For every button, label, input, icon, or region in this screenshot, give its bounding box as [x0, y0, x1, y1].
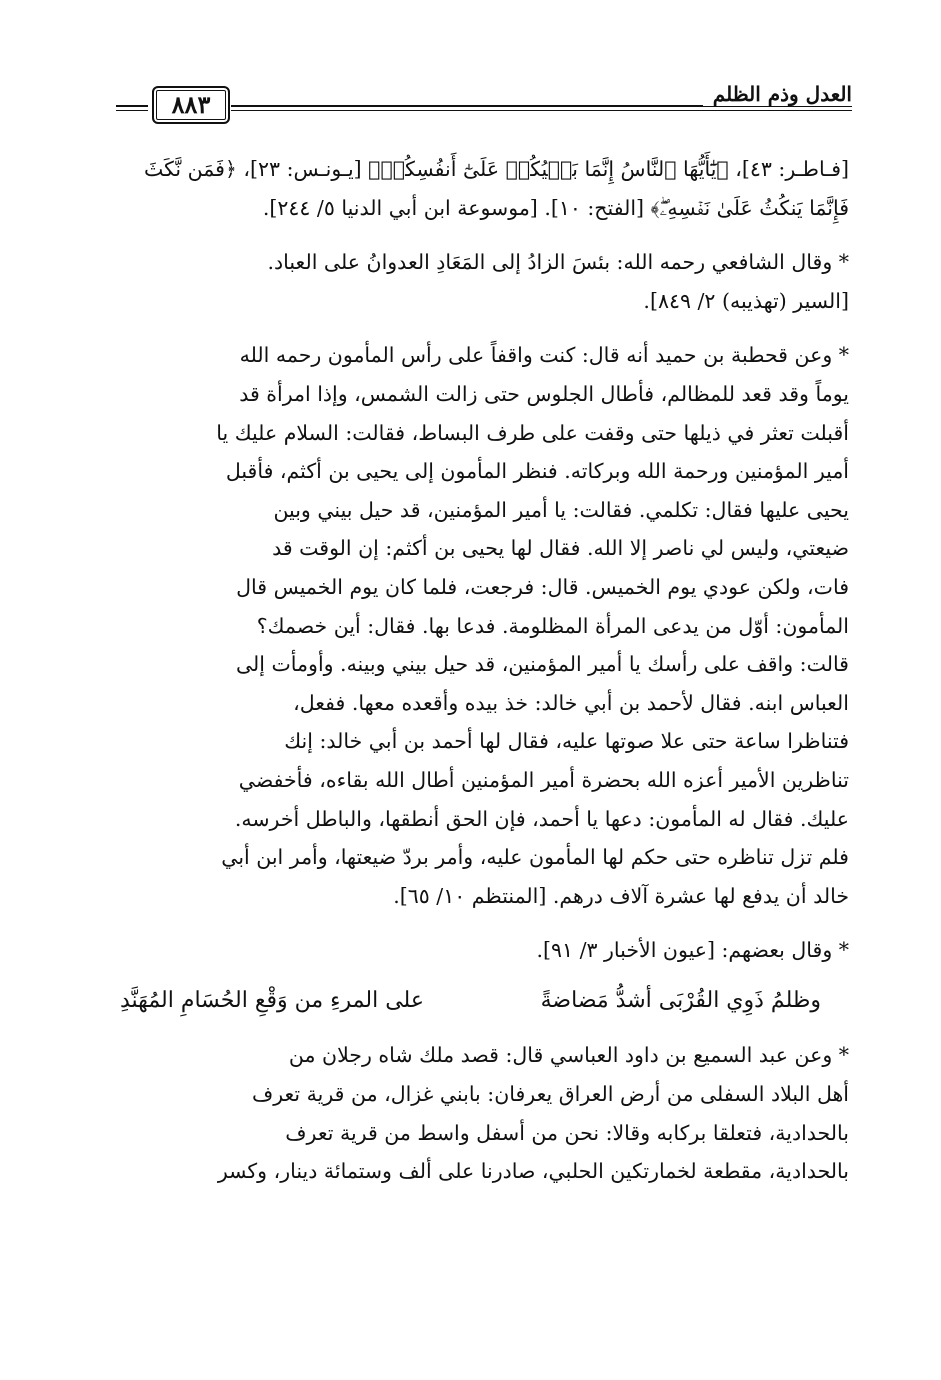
- page-header: [116, 78, 852, 122]
- paragraph-shafii: [92, 243, 849, 320]
- text-line: أمير المؤمنين ورحمة الله وبركاته. فنظر المأمون إلى يحيى بن أكثم، فأقبل: [225, 459, 849, 484]
- text-line: فلم تزل تناظره حتى حكم لها المأمون عليه، وأمر بردّ ضيعتها، وأمر ابن أبي: [221, 845, 849, 870]
- text-line: ضيعتي، وليس لي ناصر إلا الله. فقال لها يحيى بن أكثم: إن الوقت قد: [272, 536, 849, 561]
- verse-first-hemistich: وظلمُ ذَوِي القُرْبَى أشدُّ مَضاضةً: [540, 987, 821, 1013]
- text-line: فتناظرا ساعة حتى علا صوتها عليه، فقال لها أحمد بن أبي خالد: إنك: [284, 729, 849, 754]
- text-line: العباس ابنه. فقال لأحمد بن أبي خالد: خذ بيده وأقعده معها. ففعل،: [293, 690, 849, 715]
- text-line: المأمون: أوّل من يدعى المرأة المظلومة. فدعا بها. فقال: أين خصمك؟: [256, 613, 849, 638]
- text-line: بالحدادية، فتعلقا بركابه وقالا: نحن من أسفل واسط من قرية تعرف: [285, 1120, 849, 1145]
- text-line: * وعن عبد السميع بن داود العباسي قال: قصد ملك شاه رجلان من: [288, 1043, 849, 1068]
- text-line: فَإِنَّمَا يَنكُثُ عَلَىٰ نَفۡسِهِۦۖ﴾ [الفتح: ١٠]. [موسوعة ابن أبي الدنيا ٥/ ٢٤٤].: [262, 195, 849, 220]
- text-line: أقبلت تعثر في ذيلها حتى وقفت على طرف البساط، فقالت: السلام عليك يا: [216, 420, 849, 445]
- text-line: بالحدادية، مقطعة لخمارتكين الحلبي، صادرنا على ألف وستمائة دينار، وكسر: [217, 1159, 849, 1184]
- text-line: خالد أن يدفع لها عشرة آلاف درهم. [المنتظم ١٠/ ٦٥].: [393, 883, 849, 908]
- text-line: يحيى عليها فقال: تكلمي. فقالت: يا أمير المؤمنين، قد حيل بيني وبين: [273, 497, 849, 522]
- paragraph-some-said: [92, 931, 849, 970]
- text-line: أهل البلاد السفلى من أرض العراق يعرفان: بابني غزال، من قرية تعرف: [251, 1082, 849, 1107]
- poetry-verse: [92, 974, 849, 1021]
- paragraph-mamun-story: [92, 336, 849, 915]
- text-line: فات، ولكن عودي يوم الخميس. قال: فرجعت، فلما كان يوم الخميس قال: [236, 574, 849, 599]
- text-line: يوماً وقد قعد للمظالم، فأطال الجلوس حتى زالت الشمس، وإذا امرأة قد: [239, 381, 849, 406]
- verse-second-hemistich: على المرءِ من وَقْعِ الحُسَامِ المُهَنَّدِ: [120, 987, 424, 1013]
- text-line: عليك. فقال له المأمون: دعها يا أحمد، فإن الحق أنطقها، والباطل أخرسه.: [234, 806, 849, 831]
- page-number: ٨٨٣: [152, 86, 230, 124]
- text-line: [فـاطـر: ٤٣]، ﴿يَٰٓأَيُّهَا ٱلنَّاسُ إِنَّمَا بَغۡيُكُمۡ عَلَىٰٓ أَنفُسِكُمۖ﴾ [يـونـس: ٢٣]، ﴿فَمَن نَّكَثَ: [143, 157, 849, 181]
- paragraph-quran-citations: [92, 150, 849, 227]
- text-line: تناظرين الأمير أعزه الله بحضرة أمير المؤمنين أطال الله بقاءه، فأخفضي: [238, 767, 849, 792]
- header-rule-left: [116, 105, 148, 111]
- text-line: قالت: واقف على رأسك يا أمير المؤمنين، قد حيل بيني وبينه. وأومأت إلى: [235, 652, 849, 677]
- text-line: * وقال بعضهم: [عيون الأخبار ٣/ ٩١].: [536, 938, 849, 963]
- text-line: * وعن قحطبة بن حميد أنه قال: كنت واقفاً على رأس المأمون رحمه الله: [239, 343, 849, 368]
- text-line: [السير (تهذيبه) ٢/ ٨٤٩].: [643, 288, 849, 313]
- running-title: العدل وذم الظلم: [703, 82, 852, 106]
- text-line: * وقال الشافعي رحمه الله: بئسَ الزادُ إلى المَعَادِ العدوانُ على العباد.: [267, 250, 849, 275]
- paragraph-malikshah: [92, 1036, 849, 1190]
- page-body: [92, 150, 849, 1191]
